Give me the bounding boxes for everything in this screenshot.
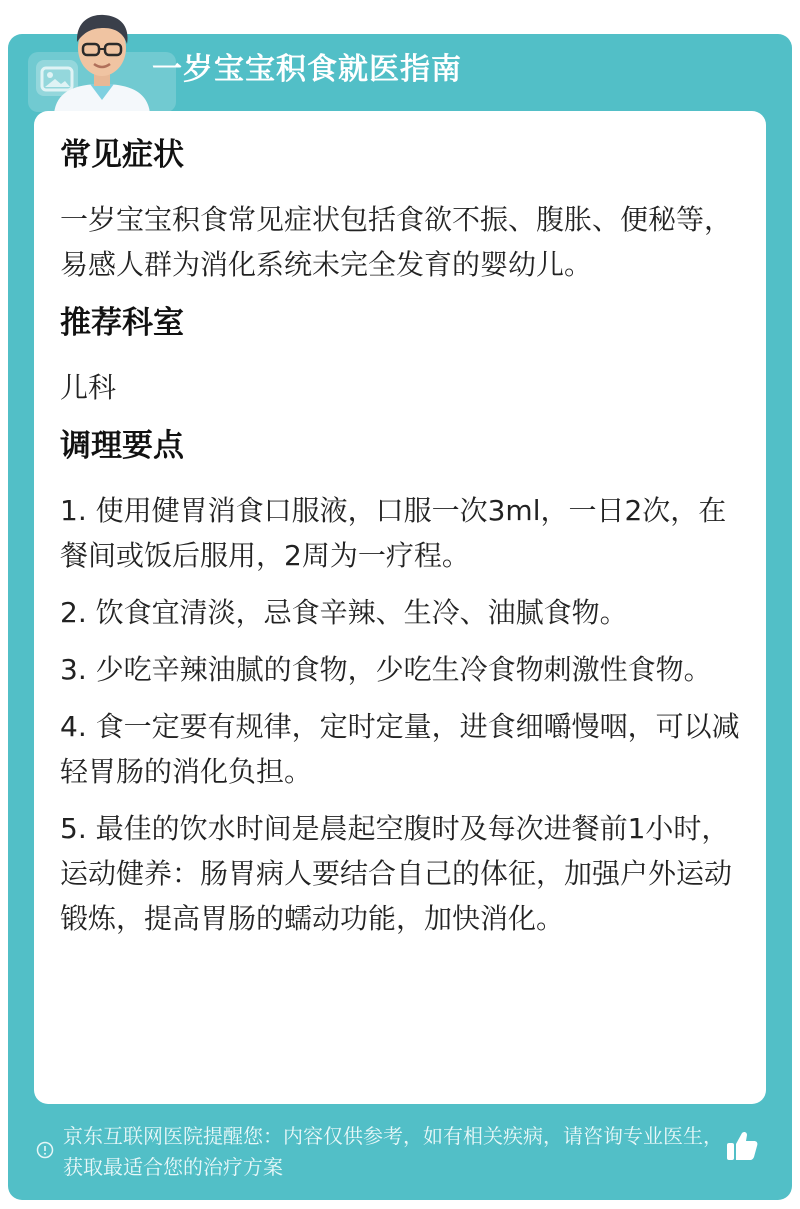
- list-item: 1. 使用健胃消食口服液，口服一次3ml，一日2次，在餐间或饭后服用，2周为一疗程。: [60, 494, 727, 572]
- care-heading: 调理要点: [60, 428, 184, 464]
- list-item: 2. 饮食宜清淡，忌食辛辣、生冷、油腻食物。: [60, 596, 628, 629]
- info-icon: [36, 1141, 54, 1159]
- department-text: 儿科: [60, 371, 117, 404]
- list-item: 4. 食一定要有规律，定时定量，进食细嚼慢咽，可以减轻胃肠的消化负担。: [60, 710, 740, 788]
- doctor-avatar: [46, 4, 158, 114]
- symptoms-text: 一岁宝宝积食常见症状包括食欲不振、腹胀、便秘等，易感人群为消化系统未完全发育的婴幼儿。: [60, 203, 733, 281]
- page-title: 一岁宝宝积食就医指南: [152, 52, 462, 87]
- department-heading: 推荐科室: [60, 305, 184, 341]
- symptoms-heading: 常见症状: [60, 137, 184, 173]
- list-item: 3. 少吃辛辣油腻的食物，少吃生冷食物刺激性食物。: [60, 653, 712, 686]
- content-card: [34, 111, 766, 1104]
- thumbs-up-icon[interactable]: [724, 1128, 760, 1164]
- disclaimer-text: 京东互联网医院提醒您：内容仅供参考，如有相关疾病，请咨询专业医生，获取最适合您的治疗方案: [63, 1124, 723, 1179]
- list-item: 5. 最佳的饮水时间是晨起空腹时及每次进餐前1小时，运动健养：肠胃病人要结合自己的体征，加强户外运动锻炼，提高胃肠的蠕动功能，加快消化。: [60, 812, 733, 935]
